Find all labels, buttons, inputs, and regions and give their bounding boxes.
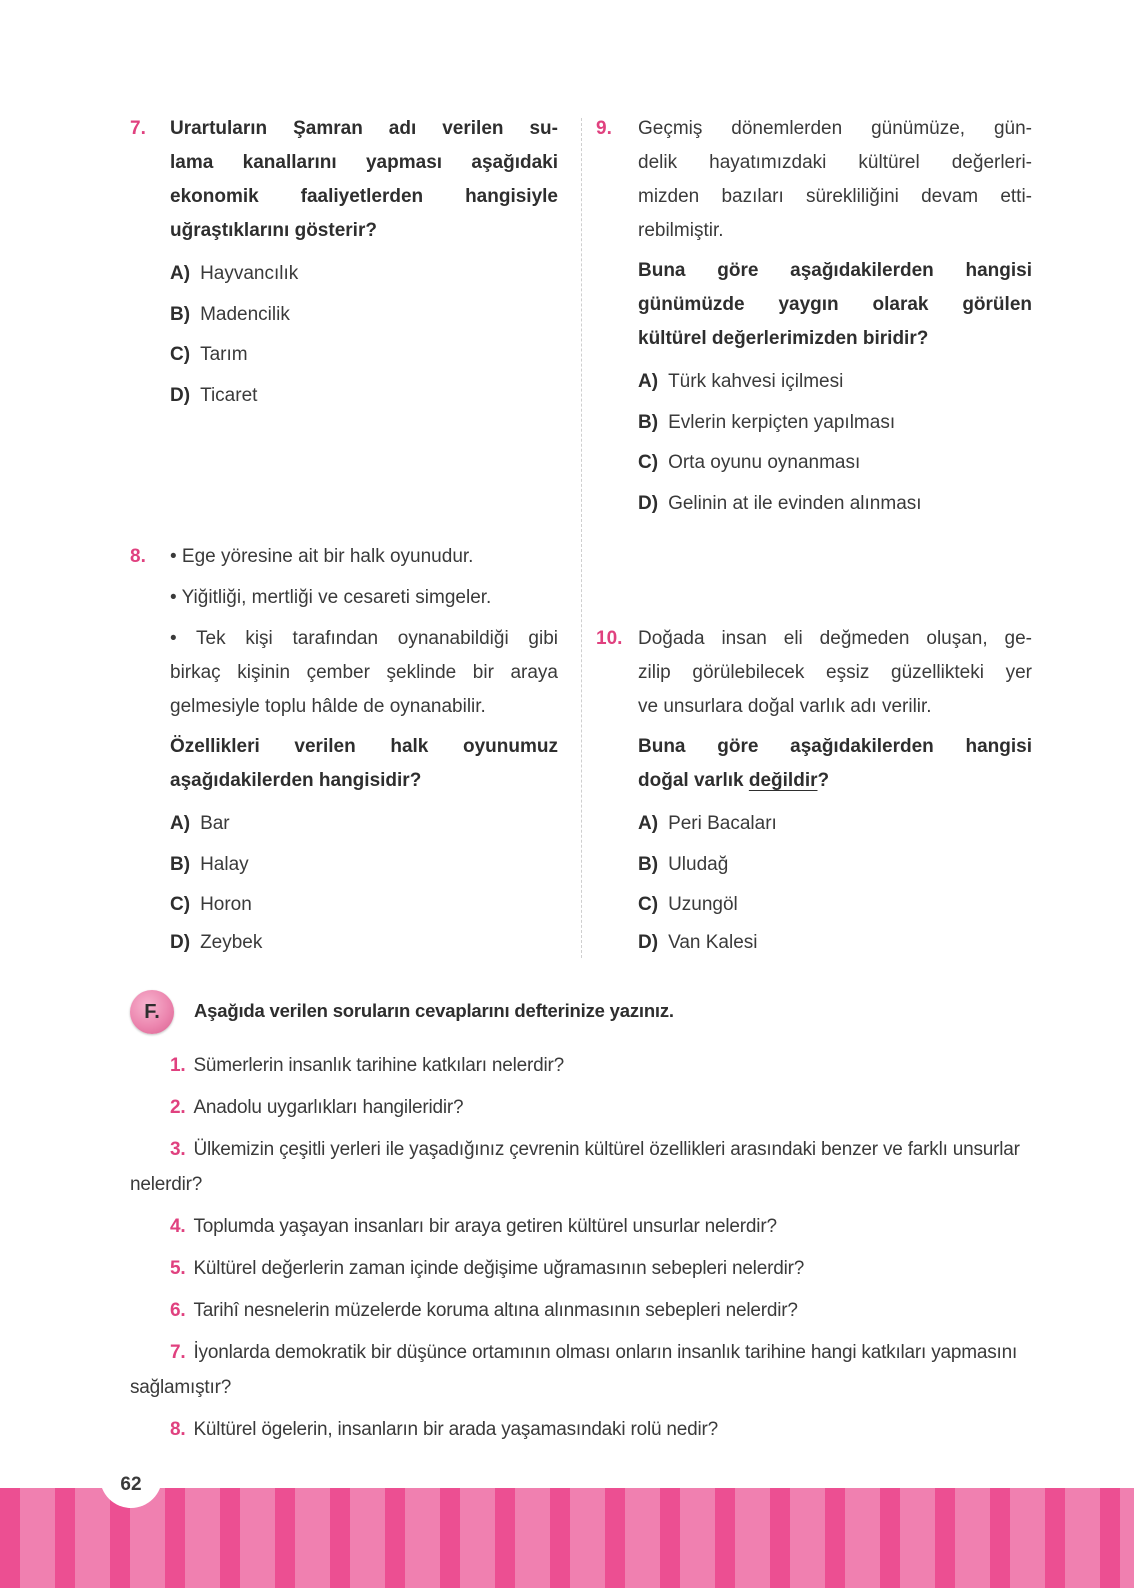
question-stem-line: [638, 764, 1032, 798]
option-b[interactable]: [638, 403, 1032, 444]
question-number: 10.: [596, 628, 623, 649]
question-stem-line: Buna göre aşağıdakilerden hangisi: [638, 260, 1032, 281]
option-c[interactable]: [638, 885, 1032, 926]
question-10: [598, 622, 1032, 960]
open-question: [130, 1090, 1034, 1125]
question-number: 9.: [596, 118, 612, 139]
open-question: [130, 1293, 1034, 1328]
open-question-text: Toplumda yaşayan insanları bir araya getiren kültürel unsurlar nelerdir?: [193, 1216, 777, 1237]
option-d[interactable]: [638, 484, 1032, 525]
open-question: [130, 1412, 1034, 1447]
option-d[interactable]: [170, 376, 558, 417]
option-letter: A): [170, 813, 191, 834]
option-letter: D): [170, 931, 191, 953]
question-stem-line: lama kanallarını yapması aşağıdaki: [170, 152, 558, 173]
option-letter: A): [638, 813, 659, 834]
question-number: 7.: [130, 118, 146, 139]
open-question-number: 1.: [170, 1055, 186, 1076]
option-b[interactable]: [170, 295, 558, 336]
question-intro-line: delik hayatımızdaki kültürel değerleri-: [638, 152, 1032, 173]
section-badge: F.: [130, 990, 174, 1034]
question-intro-line: ve unsurlara doğal varlık adı verilir.: [638, 696, 932, 717]
open-question: [130, 1251, 1034, 1286]
open-question-text: Ülkemizin çeşitli yerleri ile yaşadığınız çevrenin kültürel özellikleri arasındaki benzer ve farklı unsurlar nelerdir?: [130, 1139, 1020, 1195]
option-text: Orta oyunu oynanması: [668, 452, 861, 473]
question-stem-line: Özellikleri verilen halk oyunumuz: [170, 736, 558, 757]
bullet-item-line: birkaç kişinin çember şeklinde bir araya: [170, 662, 558, 683]
question-intro-line: rebilmiştir.: [638, 220, 724, 241]
open-question-number: 4.: [170, 1216, 186, 1237]
question-stem-line: Buna göre aşağıdakilerden hangisi: [638, 736, 1032, 757]
open-question-number: 8.: [170, 1419, 186, 1440]
option-b[interactable]: [638, 845, 1032, 886]
question-8: [130, 540, 558, 960]
options-list: [638, 362, 1032, 524]
striped-footer-band: [0, 1488, 1134, 1588]
option-text: Ticaret: [200, 384, 258, 406]
option-text: Madencilik: [200, 303, 290, 325]
option-letter: A): [638, 371, 659, 392]
option-c[interactable]: [170, 335, 558, 376]
open-question-text: Kültürel değerlerin zaman içinde değişime uğramasının sebepleri nelerdir?: [193, 1258, 805, 1279]
option-text: Gelinin at ile evinden alınması: [668, 492, 922, 514]
open-question: [130, 1048, 1034, 1083]
open-question: [130, 1209, 1034, 1244]
options-list: [170, 804, 558, 960]
option-text: Uzungöl: [668, 894, 738, 915]
option-a[interactable]: [170, 254, 558, 295]
open-question-text: Sümerlerin insanlık tarihine katkıları nelerdir?: [193, 1055, 565, 1076]
option-letter: B): [638, 411, 659, 433]
open-question-text: Tarihî nesnelerin müzelerde koruma altına alınmasının sebepleri nelerdir?: [193, 1300, 798, 1321]
option-letter: C): [638, 452, 659, 473]
open-question: [130, 1132, 1034, 1202]
option-a[interactable]: [638, 362, 1032, 403]
open-question-number: 6.: [170, 1300, 186, 1321]
option-text: Zeybek: [200, 931, 263, 953]
question-stem-line: uğraştıklarını gösterir?: [170, 220, 377, 241]
option-letter: C): [170, 344, 191, 365]
options-list: [170, 254, 558, 416]
option-a[interactable]: [638, 804, 1032, 845]
option-d[interactable]: [170, 926, 558, 960]
option-letter: D): [638, 492, 659, 514]
option-text: Horon: [200, 894, 252, 915]
option-text: Tarım: [200, 344, 248, 365]
bullet-item: • Ege yöresine ait bir halk oyunudur.: [170, 546, 474, 567]
question-9: [598, 112, 1032, 524]
option-text: Bar: [200, 813, 230, 834]
option-b[interactable]: [170, 845, 558, 886]
stem-emphasis-underlined: değildir: [748, 770, 818, 791]
question-intro-line: mizden bazıları sürekliliğini devam etti-: [638, 186, 1032, 207]
question-7: [130, 112, 558, 416]
open-question-number: 3.: [170, 1139, 186, 1160]
bullet-item: • Yiğitliği, mertliği ve cesareti simgeler.: [170, 587, 492, 608]
open-question-text: Kültürel ögelerin, insanların bir arada yaşamasındaki rolü nedir?: [193, 1419, 719, 1440]
question-intro-line: Geçmiş dönemlerden günümüze, gün-: [638, 118, 1032, 139]
page-number: 62: [100, 1462, 162, 1508]
open-questions-list: [130, 1048, 1034, 1454]
open-question-number: 7.: [170, 1342, 186, 1363]
option-d[interactable]: [638, 926, 1032, 960]
option-text: Türk kahvesi içilmesi: [668, 371, 844, 392]
stem-text: doğal varlık: [638, 770, 749, 791]
option-text: Evlerin kerpiçten yapılması: [668, 411, 896, 433]
option-letter: C): [170, 894, 191, 915]
option-letter: A): [170, 263, 191, 284]
question-intro-line: Doğada insan eli değmeden oluşan, ge-: [638, 628, 1032, 649]
question-intro-line: zilip görülebilecek eşsiz güzellikteki yer: [638, 662, 1032, 683]
options-list: [638, 804, 1032, 960]
open-question-number: 2.: [170, 1097, 186, 1118]
option-letter: B): [170, 853, 191, 875]
option-c[interactable]: [638, 443, 1032, 484]
option-text: Van Kalesi: [668, 931, 758, 953]
open-question-text: Anadolu uygarlıkları hangileridir?: [193, 1097, 464, 1118]
bullet-item-line: • Tek kişi tarafından oynanabildiği gibi: [170, 628, 558, 649]
option-a[interactable]: [170, 804, 558, 845]
option-letter: B): [170, 303, 191, 325]
option-letter: D): [638, 931, 659, 953]
option-c[interactable]: [170, 885, 558, 926]
question-stem-line: günümüzde yaygın olarak görülen: [638, 294, 1032, 315]
open-question: [130, 1335, 1034, 1405]
option-letter: C): [638, 894, 659, 915]
question-stem-line: Urartuların Şamran adı verilen su-: [170, 118, 558, 139]
option-text: Uludağ: [668, 853, 729, 875]
option-text: Peri Bacaları: [668, 813, 777, 834]
option-text: Halay: [200, 853, 249, 875]
question-number: 8.: [130, 546, 146, 567]
bullet-item-line: gelmesiyle toplu hâlde de oynanabilir.: [170, 696, 486, 717]
open-question-number: 5.: [170, 1258, 186, 1279]
question-stem-line: ekonomik faaliyetlerden hangisiyle: [170, 186, 558, 207]
option-letter: B): [638, 853, 659, 875]
column-divider: [581, 118, 582, 958]
open-question-text: İyonlarda demokratik bir düşünce ortamının olması onların insanlık tarihine hangi katkıları yapmasını sağlamıştır?: [130, 1342, 1018, 1398]
section-title: Aşağıda verilen soruların cevaplarını defterinize yazınız.: [194, 1000, 674, 1021]
question-stem-line: kültürel değerlerimizden biridir?: [638, 328, 929, 349]
question-stem-line: aşağıdakilerden hangisidir?: [170, 770, 422, 791]
option-text: Hayvancılık: [200, 263, 299, 284]
stem-text: ?: [817, 770, 830, 791]
option-letter: D): [170, 384, 191, 406]
